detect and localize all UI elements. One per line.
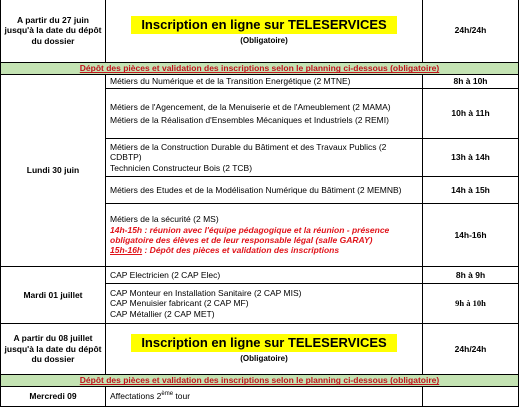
inscription-cell [106, 324, 423, 375]
table-row [1, 0, 519, 63]
time-cell [423, 387, 519, 407]
time-cell: 14h-16h [423, 204, 519, 267]
inscription-cell [106, 0, 423, 63]
inscription-highlight: Inscription en ligne sur TELESERVICES [131, 16, 396, 34]
program-cell: Métiers de l'Agencement, de la Menuiserie et de l'Ameublement (2 MAMA) Métiers de la Réalisation d'Ensembles Mécaniques et Industriels (2 REMI) [106, 89, 423, 139]
program-cell: CAP Monteur en Installation Sanitaire (2 CAP MIS) CAP Menuisier fabricant (2 CAP MF) CAP Métallier (2 CAP MET) [106, 284, 423, 324]
date-cell: A partir du 08 juillet jusqu'à la date du dépôt du dossier [1, 324, 106, 375]
program-cell: Affectations 2ème tour [106, 387, 423, 407]
program-cell: CAP Electricien (2 CAP Elec) [106, 267, 423, 284]
meeting-note: 14h-15h : réunion avec l'équipe pédagogique et la réunion - présence obligatoire des élèves et de leur responsable légal (salle GARAY) [110, 224, 390, 245]
date-cell: A partir du 27 juin jusqu'à la date du dépôt du dossier [1, 0, 106, 63]
table-row [1, 387, 519, 407]
time-cell: 24h/24h [423, 0, 519, 63]
section-band: Dépôt des pièces et validation des inscriptions selon le planning ci-dessous (obligatoire) [1, 375, 519, 387]
time-cell: 10h à 11h [423, 89, 519, 139]
table-row [1, 267, 519, 284]
program-cell: Métiers de la sécurité (2 MS) 14h-15h : réunion avec l'équipe pédagogique et la réunion - présence obligatoire des élèves et de leur responsable légal (salle GARAY) 15h-16h : Dépôt des pièces et validation des inscriptions [106, 204, 423, 267]
time-cell: 24h/24h [423, 324, 519, 375]
section-band: Dépôt des pièces et validation des inscriptions selon le planning ci-dessous (obligatoire) [1, 63, 519, 75]
deposit-note: 15h-16h : Dépôt des pièces et validation des inscriptions [110, 245, 340, 256]
time-cell: 8h à 9h [423, 267, 519, 284]
date-cell: Mardi 01 juillet [1, 267, 106, 324]
obligatoire-label: (Obligatoire) [240, 35, 288, 45]
table-row [1, 324, 519, 375]
date-cell: Mercredi 09 [1, 387, 106, 407]
table-row [1, 375, 519, 387]
time-cell: 8h à 10h [423, 75, 519, 89]
date-cell: Lundi 30 juin [1, 75, 106, 267]
program-cell: Métiers des Etudes et de la Modélisation Numérique du Bâtiment (2 MEMNB) [106, 177, 423, 204]
table-row [1, 63, 519, 75]
program-cell: Métiers de la Construction Durable du Bâtiment et des Travaux Publics (2 CDBTP) Technicien Constructeur Bois (2 TCB) [106, 139, 423, 177]
table-row [1, 75, 519, 89]
time-cell: 9h à 10h [423, 284, 519, 324]
program-cell: Métiers du Numérique et de la Transition Energétique (2 MTNE) [106, 75, 423, 89]
obligatoire-label: (Obligatoire) [240, 354, 288, 364]
time-cell: 14h à 15h [423, 177, 519, 204]
time-cell: 13h à 14h [423, 139, 519, 177]
inscription-highlight: Inscription en ligne sur TELESERVICES [131, 334, 396, 352]
